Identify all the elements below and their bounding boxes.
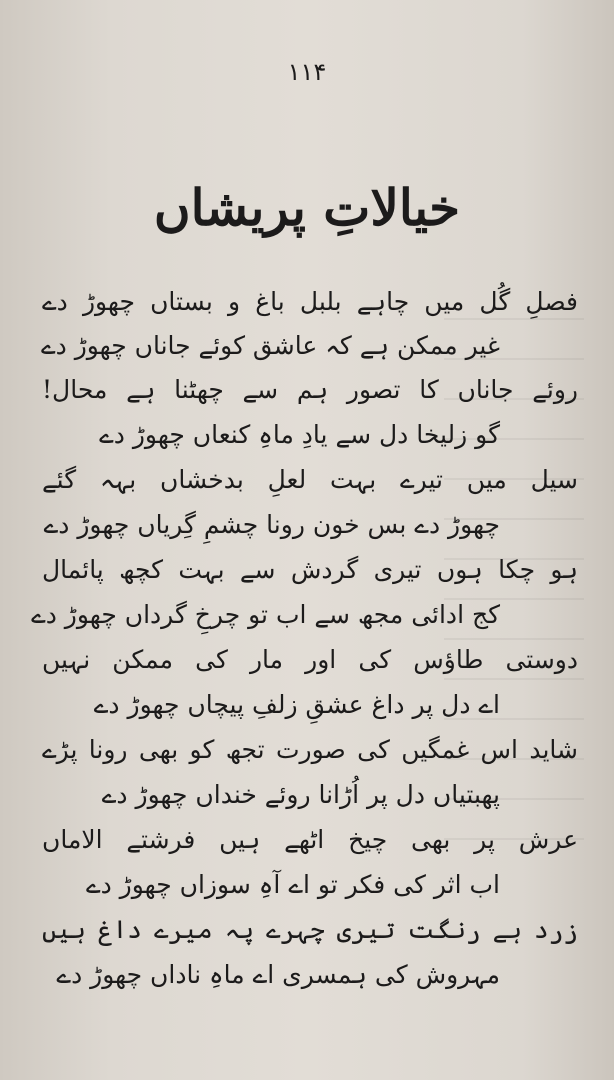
poem-title: خیالاتِ پریشاں <box>153 178 461 237</box>
verse-line-5: سیل میں تیرے بہت لعلِ بدخشاں بہہ گئے <box>42 465 578 494</box>
verse-line-9: دوستی طاؤس کی اور مار کی ممکن نہیں <box>42 645 578 674</box>
verse-line-15: زرد ہے رنگت تیری چہرے پہ میرے داغ ہیں <box>42 915 578 944</box>
verse-line-7: ہو چکا ہوں تیری گردش سے بہت کچھ پائمال <box>42 555 578 584</box>
page-number: ۱۱۴ <box>287 58 327 86</box>
verse-line-8: کج ادائی مجھ سے اب تو چرخِ گرداں چھوڑ دے <box>31 600 500 629</box>
verse-line-13: عرش پر بھی چیخ اٹھے ہیں فرشتے الاماں <box>42 825 578 854</box>
verse-line-12: پھبتیاں دل پر اُڑانا روئے خنداں چھوڑ دے <box>101 780 500 809</box>
verse-line-11: شاید اس غمگیں کی صورت تجھ کو بھی رونا پڑے <box>42 735 578 764</box>
poem-body <box>30 280 590 1020</box>
verse-line-3: روئے جاناں کا تصور ہم سے چھٹنا ہے محال! <box>42 375 578 404</box>
verse-line-1: فصلِ گُل میں چاہے بلبل باغ و بستاں چھوڑ دے <box>42 287 578 316</box>
verse-line-4: گو زلیخا دل سے یادِ ماہِ کنعاں چھوڑ دے <box>99 420 500 449</box>
verse-line-16: مہروش کی ہمسری اے ماہِ ناداں چھوڑ دے <box>56 960 500 989</box>
verse-line-10: اے دل پر داغ عشقِ زلفِ پیچاں چھوڑ دے <box>93 690 500 719</box>
verse-line-14: اب اثر کی فکر تو اے آہِ سوزاں چھوڑ دے <box>85 870 500 899</box>
verse-line-6: چھوڑ دے بس خون رونا چشمِ گِریاں چھوڑ دے <box>43 510 500 539</box>
verse-line-2: غیر ممکن ہے کہ عاشق کوئے جاناں چھوڑ دے <box>40 331 500 360</box>
